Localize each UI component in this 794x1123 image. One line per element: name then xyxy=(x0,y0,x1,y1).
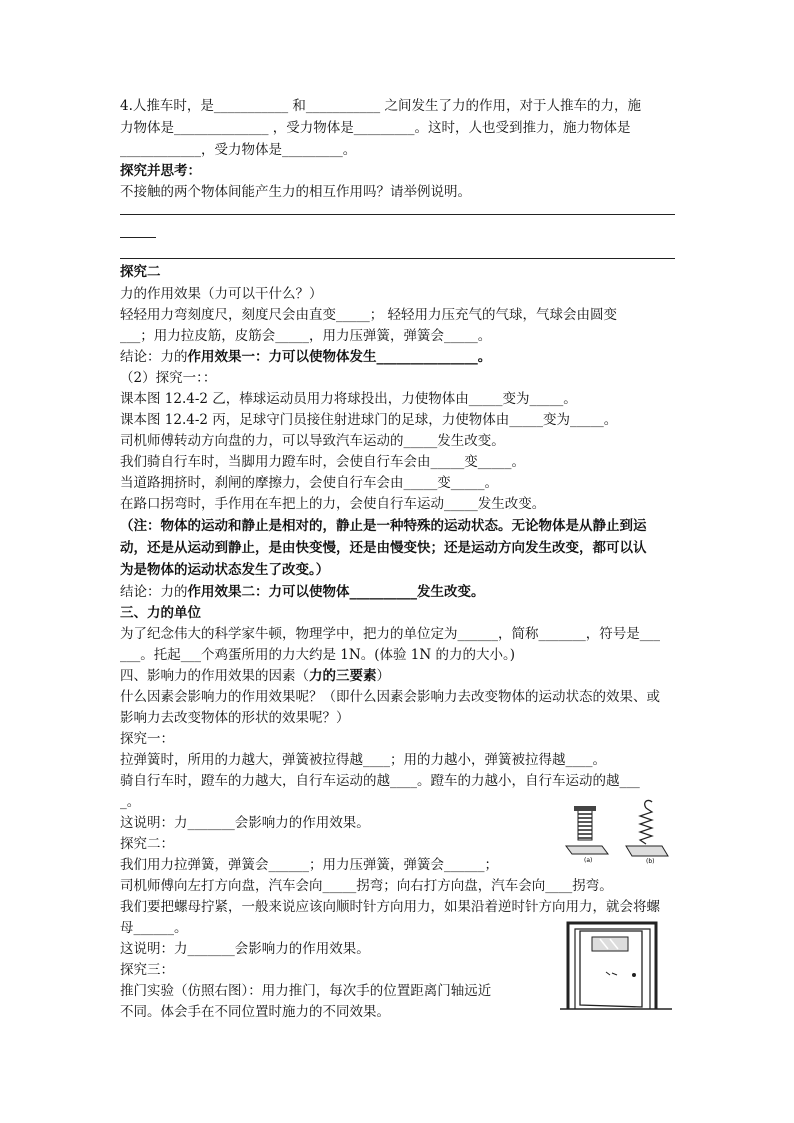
note-line-2: 动，还是从运动到静止，是由快变慢，还是由慢变快；还是运动方向发生改变，都可以认 xyxy=(120,540,647,556)
factors-heading-a: 四、影响力的作用效果的因素（ xyxy=(120,668,309,684)
spring-stretched-illustration xyxy=(626,800,668,856)
explore-c-title: 探究三： xyxy=(120,962,174,978)
sub-explore-title: （2）探究一：： xyxy=(120,370,217,386)
figure-label-a: (a) xyxy=(584,857,593,864)
spring-compressed-illustration xyxy=(566,806,608,854)
conclusion-1 xyxy=(120,347,491,367)
q4-line-2: 力物体是______________ ，受力物体是_________。这时，人也受到推力，施力物体是 xyxy=(120,120,631,136)
explore-a-line-2: 骑自行车时，蹬车的力越大，自行车运动的越____。蹬车的力越小，自行车运动的越___ xyxy=(120,773,640,789)
think-heading: 探究并思考： xyxy=(120,163,201,179)
answer-line xyxy=(120,214,675,215)
note-line-1: （注：物体的运动和静止是相对的，静止是一种特殊的运动状态。无论物体是从静止到运 xyxy=(120,518,647,534)
factors-question-2: 影响力去改变物体的形状的效果呢？） xyxy=(120,710,350,726)
conclusion-1-bold: 作用效果一：力可以使物体发生_______________。 xyxy=(187,349,492,365)
unit-line-1: 为了纪念伟大的科学家牛顿，物理学中，把力的单位定为______，简称_______，符号是___ xyxy=(120,626,660,642)
door-handle xyxy=(632,973,636,977)
unit-line-2: ___。托起___个鸡蛋所用的力大约是 1N。(体验 1N 的力的大小。) xyxy=(120,647,515,663)
q4-line-1: 4.人推车时，是___________ 和___________ 之间发生了力的作用，对于人推车的力，施 xyxy=(120,98,641,114)
factors-heading xyxy=(120,666,390,686)
explore-line-3: 司机师傅转动方向盘的力，可以导致汽车运动的_____发生改变。 xyxy=(120,433,505,449)
explore-b-title: 探究二： xyxy=(120,836,174,852)
explore-line-6: 在路口拐弯时，手作用在车把上的力，会使自行车运动_____发生改变。 xyxy=(120,496,546,512)
conclusion-2-prefix: 结论：力的 xyxy=(120,584,188,600)
explore-a-conclusion: 这说明：力_______会影响力的作用效果。 xyxy=(120,815,370,831)
explore-a-line-1: 拉弹簧时，所用的力越大，弹簧被拉得越____；用的力越小，弹簧被拉得越____。 xyxy=(120,752,606,768)
figure-label-b: (b) xyxy=(646,858,655,864)
conclusion-2 xyxy=(120,582,485,602)
door-figure xyxy=(560,917,672,1011)
explore-a-line-3: _。 xyxy=(120,794,141,810)
explore2-heading: 探究二 xyxy=(120,264,161,280)
explore2-line-1: 轻轻用力弯刻度尺，刻度尺会由直变_____； 轻轻用力压充气的气球，气球会由圆变 xyxy=(120,307,618,323)
think-question: 不接触的两个物体间能产生力的相互作用吗？请举例说明。 xyxy=(120,184,471,200)
conclusion-1-prefix: 结论：力的 xyxy=(120,349,188,365)
explore-b-conclusion: 这说明：力_______会影响力的作用效果。 xyxy=(120,941,370,957)
explore-line-2: 课本图 12.4-2 丙，足球守门员接住射进球门的足球，力使物体由_____变为_____。 xyxy=(120,412,618,428)
explore-line-5: 当道路拥挤时，刹闸的摩擦力，会使自行车会由_____变_____。 xyxy=(120,475,498,491)
explore-line-1: 课本图 12.4-2 乙，棒球运动员用力将球投出，力使物体由_____变为_____。 xyxy=(120,391,577,407)
explore-a-title: 探究一： xyxy=(120,731,174,747)
explore-b-line-4: 母______。 xyxy=(120,920,188,936)
explore-b-line-1: 我们用力拉弹簧，弹簧会______；用力压弹簧，弹簧会______； xyxy=(120,857,498,873)
explore-c-line-1: 推门实验（仿照右图）：用力推门，每次手的位置距离门轴远近 xyxy=(120,983,492,999)
answer-line xyxy=(120,258,675,259)
unit-heading: 三、力的单位 xyxy=(120,605,201,621)
answer-line-end xyxy=(120,237,156,238)
q4-line-3: ____________，受力物体是_________。 xyxy=(120,142,357,158)
explore-c-line-2: 不同。体会手在不同位置时施力的不同效果。 xyxy=(120,1004,390,1020)
note-line-3: 为是物体的运动状态发生了改变。） xyxy=(120,562,330,578)
explore2-subtitle: 力的作用效果（力可以干什么？） xyxy=(120,286,323,302)
factors-question-1: 什么因素会影响力的作用效果呢？（即什么因素会影响力去改变物体的运动状态的效果、或 xyxy=(120,689,660,705)
factors-heading-c: ） xyxy=(376,668,390,684)
explore-b-line-2: 司机师傅向左打方向盘，汽车会向_____拐弯；向右打方向盘，汽车会向____拐弯。 xyxy=(120,878,613,894)
explore2-line-2: ___；用力拉皮筋，皮筋会_____，用力压弹簧，弹簧会_____。 xyxy=(120,328,492,344)
explore-line-4: 我们骑自行车时，当脚用力蹬车时，会使自行车会由_____变_____。 xyxy=(120,454,525,470)
spring-figure xyxy=(562,798,672,864)
factors-heading-b: 力的三要素 xyxy=(309,668,377,684)
explore-b-line-3: 我们要把螺母拧紧，一般来说应该向顺时针方向用力，如果沿着逆时针方向用力，就会将螺 xyxy=(120,899,660,915)
conclusion-2-bold: 作用效果二：力可以使物体__________发生改变。 xyxy=(187,584,485,600)
